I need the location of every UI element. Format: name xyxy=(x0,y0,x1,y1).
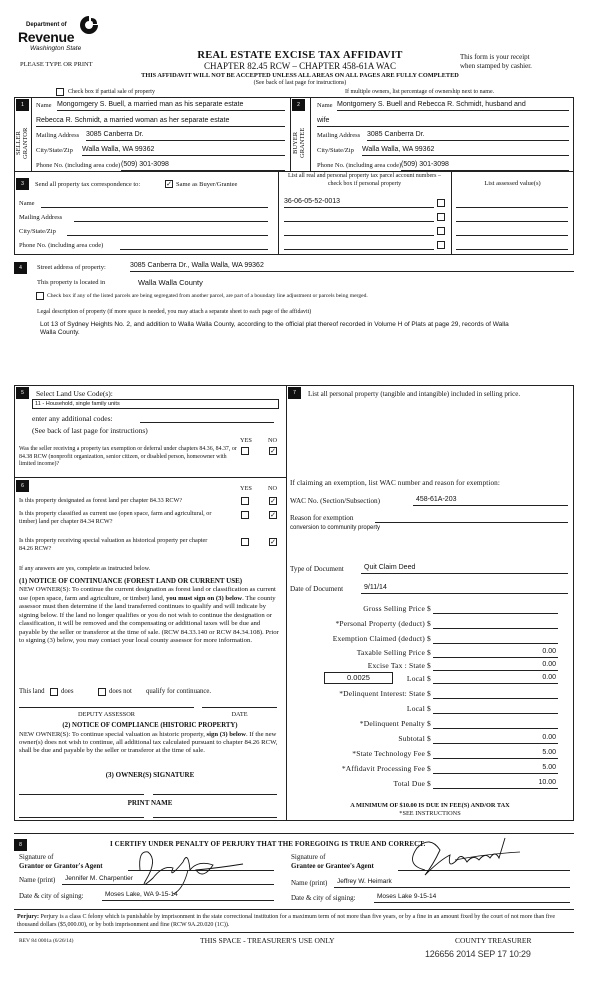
county-field[interactable]: Walla Walla County xyxy=(138,278,203,287)
send-correspondence-label: Send all property tax correspondence to: xyxy=(35,181,141,188)
historic-no-checkbox[interactable]: ✓ xyxy=(270,538,276,546)
s6-no-header: NO xyxy=(268,485,278,492)
grantor-name-label: Name xyxy=(36,102,52,109)
seller-grantor-label: SELLER GRANTOR xyxy=(15,127,29,159)
assessed-field-1[interactable] xyxy=(456,198,568,208)
perjury-notice: Perjury: Perjury is a class C felony which is punishable by imprisonment in the state correctional institution for a maximum term of not more than five years, or by a fine in an amount fixed by the court of not more than five thousand dollars ($5,000.00), or by both imprisonment and fine (RCW 9A.20.020 (1C)). xyxy=(17,914,556,928)
parcel-field-2[interactable] xyxy=(284,212,434,222)
corr-phone-label: Phone No. (including area code) xyxy=(19,242,104,249)
wac-field[interactable]: 458-61A-203 xyxy=(413,496,568,506)
legal-description-field[interactable]: Lot 13 of Sydney Heights No. 2, and addition to Walla Walla County, according to the official plat thereof recorded in Volume H of Plats at page 29, records of Walla Walla County. xyxy=(40,321,509,336)
delinquent-penalty-row: *Delinquent Penalty $ xyxy=(290,719,570,731)
grantor-phone-field[interactable]: (509) 301-3098 xyxy=(121,161,285,171)
corr-city-field[interactable] xyxy=(67,228,268,236)
partial-sale-label: Check box if partial sale of property xyxy=(68,89,155,95)
grantor-sig-label-2: Grantor or Grantor's Agent xyxy=(19,862,103,870)
qualify-label: qualify for continuance. xyxy=(146,688,212,695)
see-back-note: (See back of last page for instructions) xyxy=(32,426,148,435)
land-use-select[interactable]: 11 - Household, single family units xyxy=(32,399,279,409)
excise-tax-state-row: Excise Tax : State $ 0.00 xyxy=(367,661,556,670)
same-as-buyer-label: Same as Buyer/Grantee xyxy=(176,181,238,188)
multiple-owners-note: If multiple owners, list percentage of ownership next to name. xyxy=(345,89,495,95)
located-label: This property is located in xyxy=(37,279,106,286)
current-use-question: Is this property classified as current use (open space, farm and agricultural, or timber) land per chapter 84.34 RCW? xyxy=(19,510,212,525)
wac-label: WAC No. (Section/Subsection) xyxy=(290,497,381,505)
subtotal-row: Subtotal $ 0.00 xyxy=(398,734,556,743)
grantee-city-field[interactable]: Walla Walla, WA 99362 xyxy=(362,146,569,156)
assessed-field-4[interactable] xyxy=(456,240,568,250)
grantor-name-line2[interactable]: Rebecca R. Schmidt, a married woman as her separate estate xyxy=(36,117,285,127)
print-name-line-2[interactable] xyxy=(153,812,277,818)
corr-mailing-label: Mailing Address xyxy=(19,214,63,221)
doc-type-field[interactable]: Quit Claim Deed xyxy=(361,564,568,574)
section-1-badge: 1 xyxy=(16,99,29,111)
personal-property-deduct-row: *Personal Property (deduct) $ xyxy=(290,619,570,631)
parcel-field-1[interactable]: 36-06-05-52-0013 xyxy=(284,198,434,208)
this-land-label: This land xyxy=(19,688,45,695)
subtotal-field[interactable]: 0.00 xyxy=(433,734,558,744)
logo-line2: Revenue xyxy=(18,29,75,45)
assessed-field-2[interactable] xyxy=(456,212,568,222)
grantee-name-label: Name xyxy=(317,102,333,109)
receipt-note-2: when stamped by cashier. xyxy=(460,62,532,70)
grantee-signature-icon xyxy=(395,830,525,880)
grantee-name-print-field[interactable]: Jeffrey W. Heimark xyxy=(334,878,570,888)
excise-tax-local-field[interactable]: 0.00 xyxy=(433,674,558,684)
instructions-note: (See back of last page for instructions) xyxy=(253,80,347,86)
exemption-question: Was the seller receiving a property tax exemption or deferral under chapters 84.36, 84.37, or 84.38 RCW (nonprofit organization, senior citizen, or disabled person, homeowner with limited income)? xyxy=(19,446,237,467)
grantee-date-city-field[interactable]: Moses Lake 9-15-14 xyxy=(374,893,570,903)
notice1-title: (1) NOTICE OF CONTINUANCE (FOREST LAND OR CURRENT USE) xyxy=(19,577,243,585)
legal-description-label: Legal description of property (if more space is needed, you may attach a separate sheet to each page of the affidavit) xyxy=(37,309,312,315)
grantee-phone-field[interactable]: (509) 301-3098 xyxy=(401,161,569,171)
excise-tax-state-field[interactable]: 0.00 xyxy=(433,661,558,671)
delinquent-interest-state-row: *Delinquent Interest: State $ xyxy=(290,689,570,701)
forest-land-no-checkbox[interactable]: ✓ xyxy=(270,497,276,505)
local-rate-field[interactable]: 0.0025 xyxy=(324,672,393,684)
doc-date-label: Date of Document xyxy=(290,585,344,593)
grantor-mailing-field[interactable]: 3085 Canberra Dr. xyxy=(86,131,285,141)
grantor-sig-label-1: Signature of xyxy=(19,853,54,861)
taxable-selling-price-field[interactable]: 0.00 xyxy=(433,648,558,658)
grantor-name-print-label: Name (print) xyxy=(19,876,56,884)
doc-type-label: Type of Document xyxy=(290,565,344,573)
street-field[interactable]: 3085 Canberra Dr., Walla Walla, WA 99362 xyxy=(130,262,574,272)
personal-property-deduct-field[interactable] xyxy=(433,619,558,629)
form-number: REV 84 0001a (6/26/14) xyxy=(19,938,74,944)
parcel-personal-checkbox-2[interactable] xyxy=(437,213,445,221)
doc-date-field[interactable]: 9/11/14 xyxy=(361,584,568,594)
reason-line xyxy=(375,513,568,523)
grantor-date-city-label: Date & city of signing: xyxy=(19,892,84,900)
if-yes-note: If any answers are yes, complete as instructed below. xyxy=(19,565,151,572)
additional-codes-field[interactable] xyxy=(140,414,274,423)
receipt-note-1: This form is your receipt xyxy=(460,53,530,61)
personal-property-label: List all personal property (tangible and intangible) included in selling price. xyxy=(308,390,521,398)
page-subtitle: CHAPTER 82.45 RCW – CHAPTER 458-61A WAC xyxy=(204,61,396,71)
delinquent-interest-local-field[interactable] xyxy=(433,704,558,714)
historic-yes-checkbox[interactable] xyxy=(241,538,249,546)
deputy-assessor-signature-line[interactable] xyxy=(19,700,194,708)
segregated-checkbox[interactable] xyxy=(36,292,44,300)
logo-line1: Department of xyxy=(26,22,67,28)
exemption-claimed-field[interactable] xyxy=(433,634,558,644)
owner-signature-line-1[interactable] xyxy=(19,787,144,795)
historic-question: Is this property receiving special valuation as historical property per chapter 84.26 RCW? xyxy=(19,537,208,552)
land-does-not-checkbox[interactable] xyxy=(98,688,106,696)
owner-signature-heading: (3) OWNER(S) SIGNATURE xyxy=(105,771,195,779)
exemption-claimed-row: Exemption Claimed (deduct) $ xyxy=(290,634,570,646)
total-due-field[interactable]: 10.00 xyxy=(433,779,558,789)
affidavit-processing-fee-field[interactable]: 5.00 xyxy=(433,764,558,774)
grantor-name-print-field[interactable]: Jennifer M. Charpentier xyxy=(62,875,274,885)
same-as-buyer-checkbox[interactable]: ✓ xyxy=(166,180,172,188)
gross-selling-price-row: Gross Selling Price $ xyxy=(290,604,570,616)
grantee-name-line2[interactable]: wife xyxy=(317,117,569,127)
parcel-field-3[interactable] xyxy=(284,226,434,236)
deputy-assessor-label: DEPUTY ASSESSOR xyxy=(78,711,135,718)
grantor-signature-icon xyxy=(128,840,248,895)
section-2-badge: 2 xyxy=(292,99,305,111)
corr-mailing-field[interactable] xyxy=(74,214,268,222)
warning-text: THIS AFFIDAVIT WILL NOT BE ACCEPTED UNLESS ALL AREAS ON ALL PAGES ARE FULLY COMPLETED xyxy=(141,72,459,79)
partial-sale-checkbox[interactable] xyxy=(56,88,64,96)
s6-yes-header: YES xyxy=(240,485,252,492)
treasurer-stamp: 126656 2014 SEP 17 10:29 xyxy=(425,949,531,959)
print-name-line-1[interactable] xyxy=(19,812,144,818)
delinquent-penalty-field[interactable] xyxy=(433,719,558,729)
grantor-city-label: City/State/Zip xyxy=(36,147,73,154)
section-6-badge: 6 xyxy=(16,480,29,492)
county-treasurer-label: COUNTY TREASURER xyxy=(455,936,532,945)
street-label: Street address of property: xyxy=(37,264,106,271)
exemption-header: If claiming an exemption, list WAC number and reason for exemption: xyxy=(290,479,500,487)
land-does-not-label: does not xyxy=(109,688,132,695)
notice1-text: NEW OWNER(S): To continue the current designation as forest land or classification as current use (open space, farm and agriculture, or timber) land, you must sign on (3) below. The county assessor must then determine if the land transferred continues to qualify and will indicate by signing below. If the land no longer qualifies or you do not wish to continue the designation or classification, it will be removed and the compensating or additional taxes will be due and payable by the seller or transferor at the time of sale. (RCW 84.33.140 or RCW 84.34.108). Prior to signing (3) below, you may contact your local county assessor for more information. xyxy=(19,586,279,644)
section-5-badge: 5 xyxy=(16,387,29,399)
personal-property-field[interactable] xyxy=(300,412,565,472)
please-type: PLEASE TYPE OR PRINT xyxy=(20,61,93,68)
minimum-due-note: A MINIMUM OF $10.00 IS DUE IN FEE(S) AND/OR TAX xyxy=(350,802,510,809)
buyer-grantee-label: BUYER GRANTEE xyxy=(292,127,306,159)
segregated-label: Check box if any of the listed parcels are being segregated from another parcel, are part of a boundary line adjustment or parcels being merged. xyxy=(47,293,368,299)
deputy-date-line[interactable] xyxy=(202,700,277,708)
section-8-badge: 8 xyxy=(14,839,27,851)
owner-signature-line-2[interactable] xyxy=(153,787,277,795)
parcel-header: List all real and personal property tax parcel account numbers – check box if personal property xyxy=(288,173,441,187)
additional-codes-label: enter any additional codes: xyxy=(32,414,113,423)
delinquent-interest-state-field[interactable] xyxy=(433,689,558,699)
certify-statement: I CERTIFY UNDER PENALTY OF PERJURY THAT THE FOREGOING IS TRUE AND CORRECT. xyxy=(110,840,426,848)
s5-no-header: NO xyxy=(268,437,278,444)
see-instructions-note: *SEE INSTRUCTIONS xyxy=(399,810,461,817)
grantee-city-label: City/State/Zip xyxy=(317,147,354,154)
state-technology-fee-field[interactable]: 5.00 xyxy=(433,749,558,759)
dor-logo xyxy=(18,14,118,58)
grantee-phone-label: Phone No. (including area code) xyxy=(317,162,402,169)
total-due-row: Total Due $ 10.00 xyxy=(393,779,556,788)
page-title: REAL ESTATE EXCISE TAX AFFIDAVIT xyxy=(197,50,403,61)
corr-name-field[interactable] xyxy=(41,200,268,208)
affidavit-processing-fee-row: *Affidavit Processing Fee $ 5.00 xyxy=(341,764,556,773)
corr-name-label: Name xyxy=(19,200,35,207)
dor-swirl-icon xyxy=(78,14,100,36)
section-3-badge: 3 xyxy=(16,178,29,190)
reason-field[interactable]: conversion to community property xyxy=(290,525,381,531)
excise-tax-local-row: Local $ 0.00 xyxy=(406,674,556,683)
parcel-field-4[interactable] xyxy=(284,240,434,250)
deputy-date-label: DATE xyxy=(231,711,248,718)
grantee-name-line1[interactable]: Montgomery S. Buell and Rebecca R. Schmidt, husband and xyxy=(337,101,569,111)
notice2-text: NEW OWNER(S): To continue special valuation as historic property, sign (3) below. If the new owner(s) does not wish to continue, all additional tax calculated pursuant to chapter 84.26 RCW, shall be due and payable by the seller or transferor at the time of sale. xyxy=(19,731,278,754)
treasurer-space-label: THIS SPACE - TREASURER'S USE ONLY xyxy=(200,936,335,945)
grantee-name-print-label: Name (print) xyxy=(291,879,328,887)
current-use-no-checkbox[interactable]: ✓ xyxy=(270,511,276,519)
grantor-name-line1[interactable]: Mongomgery S. Buell, a married man as his separate estate xyxy=(57,101,285,111)
parcel-personal-checkbox-3[interactable] xyxy=(437,227,445,235)
corr-city-label: City/State/Zip xyxy=(19,228,56,235)
land-does-checkbox[interactable] xyxy=(50,688,58,696)
corr-phone-field[interactable] xyxy=(120,242,268,250)
grantee-mailing-field[interactable]: 3085 Canberra Dr. xyxy=(367,131,569,141)
taxable-selling-price-row: Taxable Selling Price $ 0.00 xyxy=(356,648,556,657)
section-4-badge: 4 xyxy=(14,262,27,274)
delinquent-interest-local-row: Local $ xyxy=(290,704,570,716)
grantor-date-city-field[interactable]: Moses Lake, WA 9-15-14 xyxy=(102,891,274,901)
s5-yes-header: YES xyxy=(240,437,252,444)
grantee-sig-label-1: Signature of xyxy=(291,853,326,861)
gross-selling-price-field[interactable] xyxy=(433,604,558,614)
state-technology-fee-row: *State Technology Fee $ 5.00 xyxy=(352,749,556,758)
section-7-badge: 7 xyxy=(288,387,301,399)
grantor-phone-label: Phone No. (including area code) xyxy=(36,162,121,169)
grantee-mailing-label: Mailing Address xyxy=(317,132,361,139)
grantor-mailing-label: Mailing Address xyxy=(36,132,80,139)
current-use-yes-checkbox[interactable] xyxy=(241,511,249,519)
grantee-date-city-label: Date & city of signing: xyxy=(291,894,356,902)
assessed-header: List assessed value(s) xyxy=(484,180,541,187)
forest-land-yes-checkbox[interactable] xyxy=(241,497,249,505)
print-name-heading: PRINT NAME xyxy=(127,799,173,807)
land-use-label: Select Land Use Code(s): xyxy=(36,389,113,398)
exemption-yes-checkbox[interactable] xyxy=(241,447,249,455)
parcel-personal-checkbox-4[interactable] xyxy=(437,241,445,249)
forest-land-question: Is this property designated as forest land per chapter 84.33 RCW? xyxy=(19,497,183,504)
assessed-field-3[interactable] xyxy=(456,226,568,236)
parcel-personal-checkbox-1[interactable] xyxy=(437,199,445,207)
notice2-title: (2) NOTICE OF COMPLIANCE (HISTORIC PROPERTY) xyxy=(62,722,238,729)
logo-line3: Washington State xyxy=(30,45,82,52)
grantor-city-field[interactable]: Walla Walla, WA 99362 xyxy=(82,146,285,156)
exemption-no-checkbox[interactable]: ✓ xyxy=(270,447,276,455)
grantee-sig-label-2: Grantee or Grantee's Agent xyxy=(291,862,374,870)
land-does-label: does xyxy=(61,688,74,695)
reason-label: Reason for exemption xyxy=(290,514,354,522)
